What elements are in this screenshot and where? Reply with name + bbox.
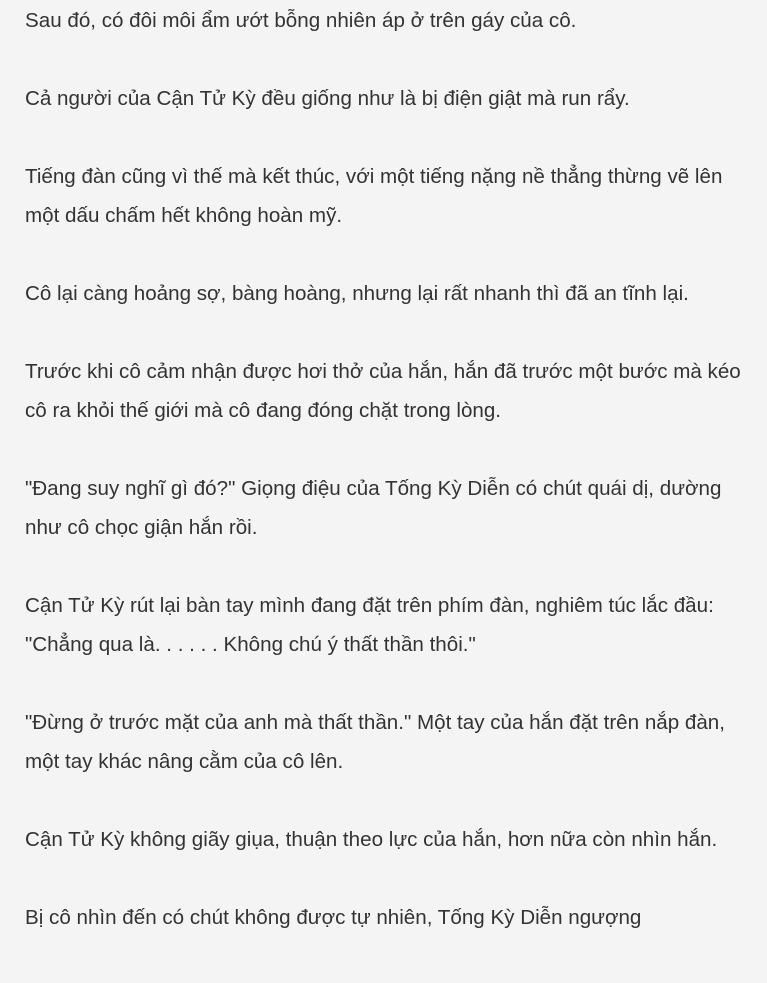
paragraph: Sau đó, có đôi môi ẩm ướt bỗng nhiên áp ở trên gáy của cô. — [25, 9, 577, 32]
paragraph: Cả người của Cận Tử Kỳ đều giống như là bị điện giật mà run rẩy. — [25, 87, 630, 110]
paragraph: Cận Tử Kỳ không giãy giụa, thuận theo lực của hắn, hơn nữa còn nhìn hắn. — [25, 828, 718, 851]
story-text — [25, 1, 745, 976]
paragraph: Tiếng đàn cũng vì thế mà kết thúc, với một tiếng nặng nề thẳng thừng vẽ lên một dấu chấm hết không hoàn mỹ. — [25, 165, 723, 227]
paragraph: "Đừng ở trước mặt của anh mà thất thần." Một tay của hắn đặt trên nắp đàn, một tay khác nâng cằm của cô lên. — [25, 711, 725, 773]
paragraph: Trước khi cô cảm nhận được hơi thở của hắn, hắn đã trước một bước mà kéo cô ra khỏi thế giới mà cô đang đóng chặt trong lòng. — [25, 360, 741, 422]
paragraph: Cô lại càng hoảng sợ, bàng hoàng, nhưng lại rất nhanh thì đã an tĩnh lại. — [25, 282, 689, 305]
paragraph: "Đang suy nghĩ gì đó?" Giọng điệu của Tống Kỳ Diễn có chút quái dị, dường như cô chọc giận hắn rồi. — [25, 477, 722, 539]
paragraph: Cận Tử Kỳ rút lại bàn tay mình đang đặt trên phím đàn, nghiêm túc lắc đầu: "Chẳng qua là. . . . . . Không chú ý thất thần thôi." — [25, 594, 714, 656]
paragraph: Bị cô nhìn đến có chút không được tự nhiên, Tống Kỳ Diễn ngượng — [25, 906, 642, 929]
